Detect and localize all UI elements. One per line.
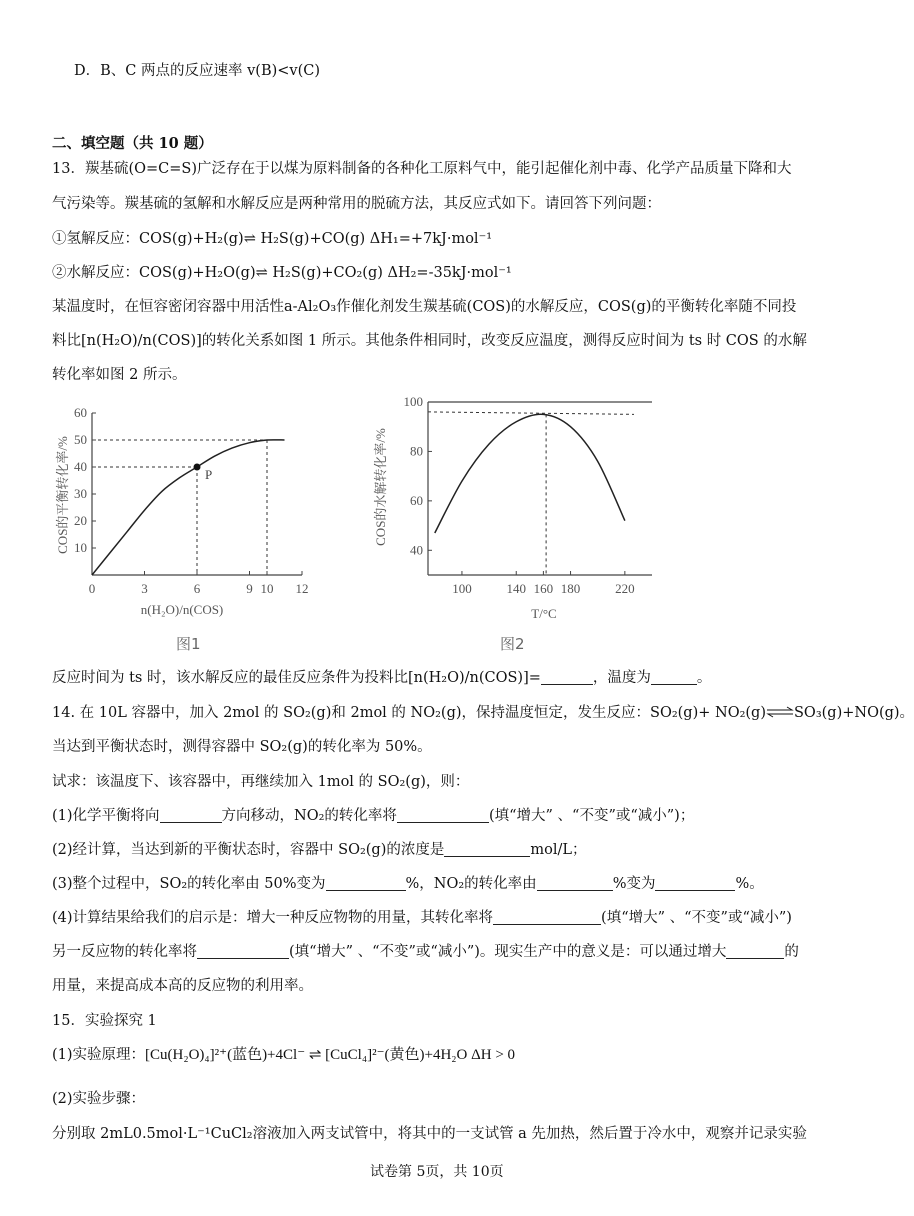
q14-sub4 <box>52 908 792 928</box>
figure2-series <box>435 414 625 533</box>
series-line <box>435 414 625 533</box>
option-d: D．B、C 两点的反应速率 v(B)<v(C) <box>74 63 321 79</box>
y-tick-label: 40 <box>74 459 87 474</box>
point-p-label: P <box>205 467 213 482</box>
figure2-x-label: T/°C <box>531 606 557 621</box>
q15-principle-equation: [Cu(H₂O)₄]²⁺(蓝色)+4Cl⁻ ⇌ [CuCl₄]²⁻(黄色)+4H₂O ΔH > 0 <box>145 1047 516 1063</box>
q14-sub3-text2: %，NO₂的转化率由 <box>405 876 537 892</box>
q14-stem: 14. 在 10L 容器中，加入 2mol 的 SO₂(g)和 2mol 的 NO₂(g)，保持温度恒定，发生反应：SO₂(g)+ NO₂(g) <box>52 705 766 721</box>
q14-sub1-text: (1)化学平衡将向 <box>52 808 160 824</box>
q13-question-text2: ，温度为 <box>592 670 651 686</box>
q15-steps-text: 分别取 2mL0.5mol·L⁻¹CuCl₂溶液加入两支试管中，将其中的一支试管 a 先加热，然后置于冷水中，观察并记录实验 <box>52 1126 807 1142</box>
q14-sub4-text: (4)计算结果给我们的启示是：增大一种反应物物的用量，其转化率将 <box>52 910 494 926</box>
reaction1-label: ①氢解反应： <box>52 231 139 247</box>
series-line <box>92 440 285 575</box>
figure1-series <box>92 440 285 575</box>
q14-products: SO₃(g)+NO(g)。 <box>794 705 914 721</box>
reaction1-equation: COS(g)+H₂(g)⇌ H₂S(g)+CO(g) ΔH₁=+7kJ·mol⁻¹ <box>139 231 493 247</box>
x-tick-label: 0 <box>88 581 96 596</box>
q13-stem-line2: 气污染等。羰基硫的氢解和水解反应是两种常用的脱硫方法，其反应式如下。请回答下列问题： <box>52 196 661 212</box>
q14-line2: 当达到平衡状态时，测得容器中 SO₂(g)的转化率为 50%。 <box>52 739 432 755</box>
q14-sub4-line2 <box>52 942 799 962</box>
q14-sub3-text3: %变为 <box>612 876 656 892</box>
answer-blank-own-rate[interactable] <box>493 909 601 925</box>
answer-blank-direction[interactable] <box>160 807 222 823</box>
figure1-y-ticks <box>74 405 96 555</box>
x-tick-label: 100 <box>452 581 472 596</box>
x-tick-label: 180 <box>560 581 581 596</box>
q14-sub4-line3: 用量，来提高成本高的反应物的利用率。 <box>52 978 313 994</box>
q13-para-line2: 料比[n(H₂O)/n(COS)]的转化关系如图 1 所示。其他条件相同时，改变反应温度，测得反应时间为 ts 时 COS 的水解 <box>52 333 807 349</box>
q14-sub1-hint: (填“增大” 、“不变”或“减小”)； <box>488 808 695 824</box>
figure2-axes <box>428 402 652 575</box>
answer-blank-concentration[interactable] <box>444 841 530 857</box>
q15-principle-label: (1)实验原理： <box>52 1047 146 1063</box>
x-tick-label: 6 <box>193 581 201 596</box>
y-tick-label: 10 <box>74 540 87 555</box>
y-tick-label: 60 <box>74 405 87 420</box>
y-tick-label: 40 <box>410 542 423 558</box>
x-tick-label: 10 <box>260 581 274 596</box>
q14-sub3 <box>52 874 764 894</box>
answer-blank-no2-rate-from[interactable] <box>537 875 613 891</box>
page-footer: 试卷第 5页，共 10页 <box>370 1164 504 1180</box>
figure2-guides <box>428 412 634 575</box>
answer-blank-increase[interactable] <box>726 943 784 959</box>
answer-blank-no2-conversion[interactable] <box>397 807 489 823</box>
q15-title: 15．实验探究 1 <box>52 1013 157 1029</box>
x-tick-label: 140 <box>506 581 526 596</box>
figure2-y-label: COS的水解转化率/% <box>373 428 388 546</box>
figure2-caption: 图2 <box>500 635 525 653</box>
figure1-chart <box>52 395 322 625</box>
y-tick-label: 20 <box>74 513 87 528</box>
reaction2-equation: COS(g)+H₂O(g)⇌ H₂S(g)+CO₂(g) ΔH₂=-35kJ·mol⁻¹ <box>139 265 512 281</box>
figure1-y-label: COS的平衡转化率/% <box>55 436 70 554</box>
q14-sub1 <box>52 806 694 826</box>
section-title: 二、填空题（共 10 题） <box>52 135 213 152</box>
q14-sub4-text3: (填“增大” 、“不变”或“减小”)。现实生产中的意义是：可以通过增大 <box>289 944 727 960</box>
q13-para-line1: 某温度时，在恒容密闭容器中用活性a-Al₂O₃作催化剂发生羰基硫(COS)的水解反应，COS(g)的平衡转化率随不同投 <box>52 299 797 315</box>
y-tick-label: 30 <box>74 486 87 501</box>
figure1-caption: 图1 <box>176 635 201 653</box>
q13-reaction1 <box>52 229 492 249</box>
y-tick-label: 80 <box>410 443 423 459</box>
y-tick-label: 100 <box>403 394 423 409</box>
q14-sub4-hint: (填“增大” 、“不变”或“减小”) <box>601 910 792 926</box>
y-tick-label: 50 <box>74 432 87 447</box>
q15-steps-label: (2)实验步骤： <box>52 1091 146 1107</box>
q13-question-text: 反应时间为 ts 时，该水解反应的最佳反应条件为投料比[n(H₂O)/n(COS)]= <box>52 670 541 686</box>
q13-stem-line1: 13．羰基硫(O=C=S)广泛存在于以煤为原料制备的各种化工原料气中，能引起催化剂中毒、化学产品质量下降和大 <box>52 161 792 177</box>
x-tick-label: 3 <box>141 581 148 596</box>
q14-line3: 试求：该温度下、该容器中，再继续加入 1mol 的 SO₂(g)，则： <box>52 774 470 790</box>
q13-question <box>52 668 711 688</box>
q13-question-end: 。 <box>696 670 712 686</box>
q14-sub2-text: (2)经计算，当达到新的平衡状态时，容器中 SO₂(g)的浓度是 <box>52 842 445 858</box>
answer-blank-temperature[interactable] <box>651 669 697 685</box>
guide-max-horizontal <box>428 412 634 414</box>
figure1-x-label: n(H₂O)/n(COS) <box>140 602 224 617</box>
q13-reaction2 <box>52 263 512 283</box>
q14-sub2 <box>52 840 587 860</box>
answer-blank-ratio[interactable] <box>541 669 593 685</box>
point-p-marker <box>194 464 201 471</box>
equilibrium-arrow-icon <box>766 706 794 718</box>
x-tick-label: 12 <box>295 581 309 596</box>
x-tick-label: 160 <box>533 581 554 596</box>
q14-sub3-end: %。 <box>735 876 764 892</box>
reaction2-label: ②水解反应： <box>52 265 139 281</box>
y-tick-label: 60 <box>410 492 423 508</box>
answer-blank-no2-rate-to[interactable] <box>655 875 735 891</box>
figure2-chart <box>370 392 660 627</box>
q14-sub2-unit: mol/L； <box>530 842 587 858</box>
figure1-guides <box>92 440 267 575</box>
answer-blank-so2-rate[interactable] <box>326 875 406 891</box>
q14-sub1-text2: 方向移动，NO₂的转化率将 <box>221 808 397 824</box>
q14-sub3-text: (3)整个过程中，SO₂的转化率由 50%变为 <box>52 876 326 892</box>
q13-para-line3: 转化率如图 2 所示。 <box>52 367 187 383</box>
q14-line1 <box>52 703 914 723</box>
answer-blank-other-rate[interactable] <box>197 943 289 959</box>
x-tick-label: 220 <box>615 581 635 596</box>
q14-sub4-text2: 另一反应物的转化率将 <box>52 944 197 960</box>
q15-principle <box>52 1045 515 1065</box>
x-tick-label: 9 <box>246 581 253 596</box>
q14-sub4-text4: 的 <box>784 944 799 960</box>
